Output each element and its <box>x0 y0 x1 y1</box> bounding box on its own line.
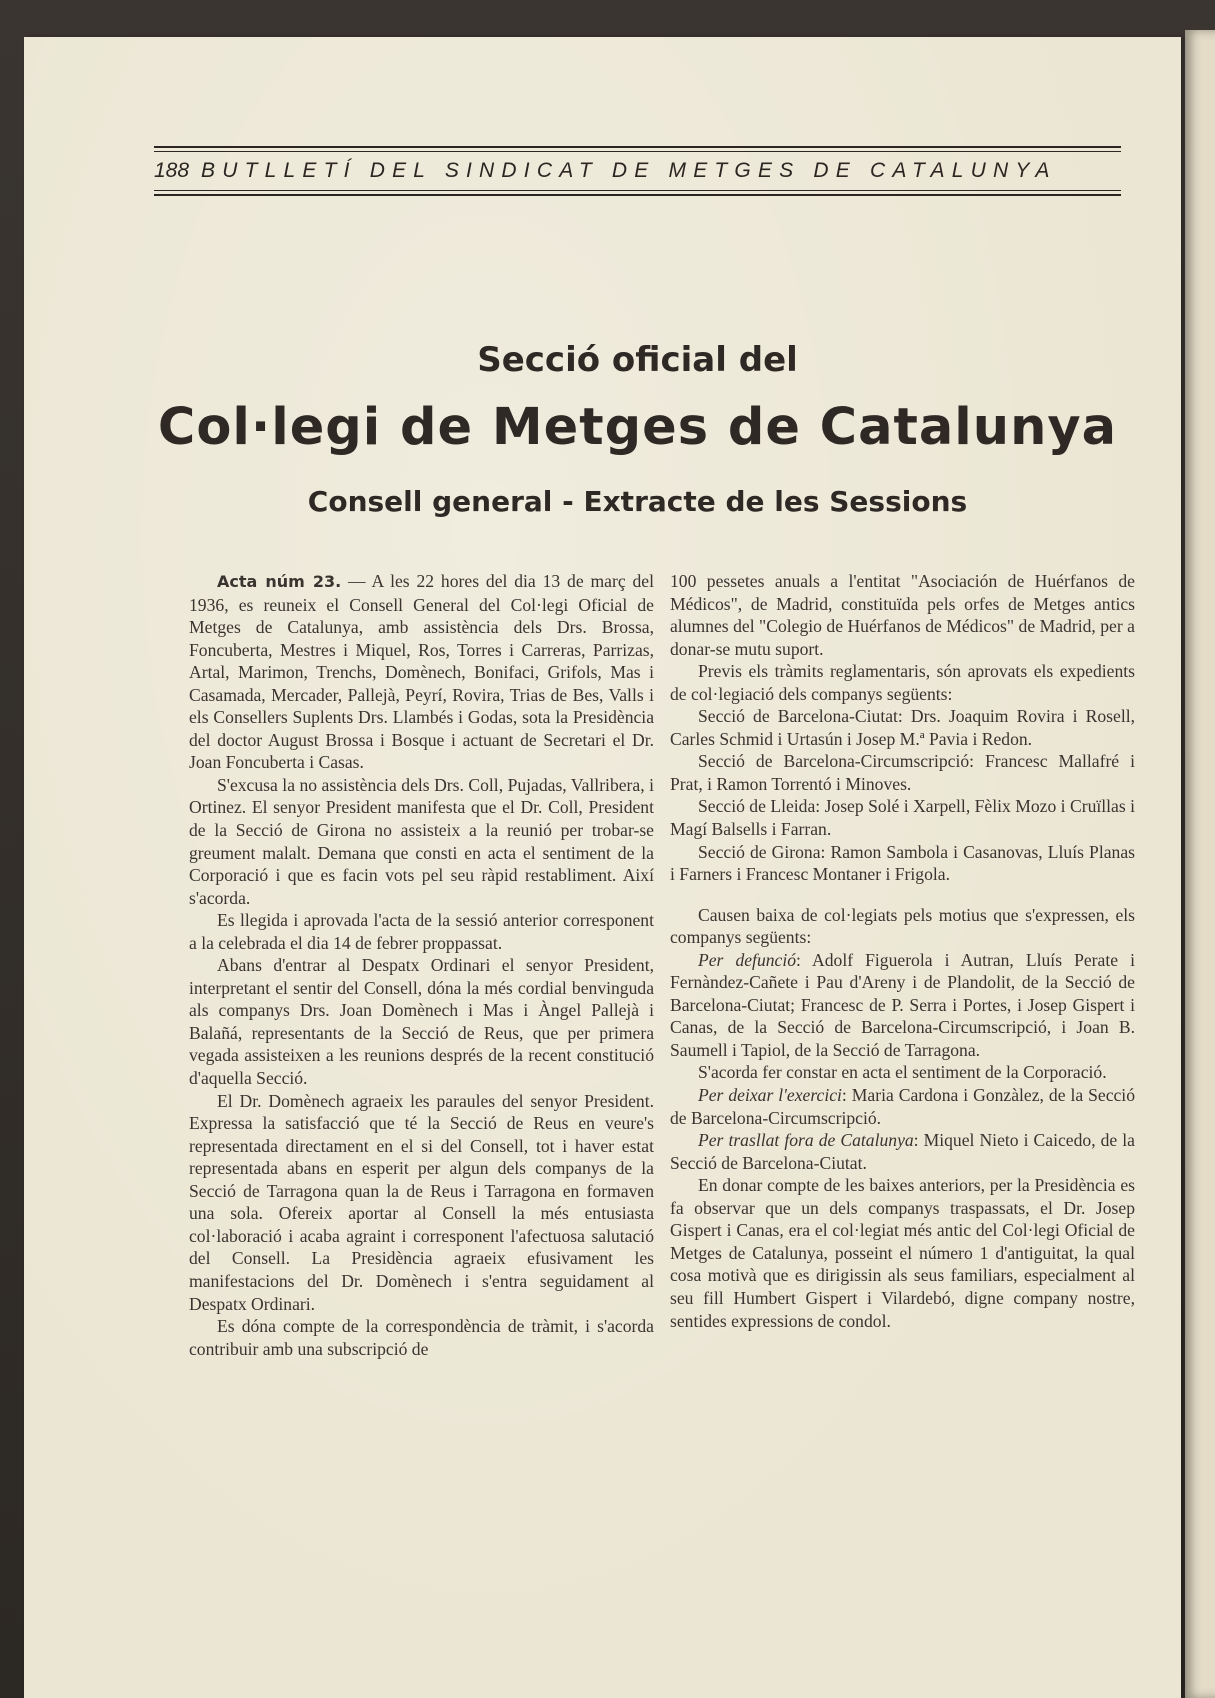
paragraph-text: : Maria Cardona i Gonzàlez, de la Secció de Barcelona-Circumscripció. <box>670 1085 1135 1128</box>
paragraph: Es dóna compte de la correspondència de tràmit, i s'acorda contribuir amb una subscripció de <box>189 1316 654 1359</box>
running-header <box>154 156 1121 186</box>
section-subtitle: Consell general - Extracte de les Sessions <box>307 485 968 518</box>
paragraph-text: — A les 22 hores del dia 13 de març del 1936, es reuneix el Consell General del Col·legi Oficial de Metges de Catalunya, amb assistència dels Drs. Brossa, Foncuberta, Mestres i Miquel, Ros, Torres i Carreras, Parrizas, Artal, Marimon, Trenchs, Domènech, Bonifaci, Grifols, Mas i Casamada, Mercader, Pallejà, Peyrí, Rovira, Trias de Bes, Valls i els Consellers Suplents Drs. Llambés i Godas, sota la Presidència del doctor August Brossa i Bosque i actuant de Secretari el Dr. Joan Foncuberta i Casas. <box>189 571 654 773</box>
paragraph: Es llegida i aprovada l'acta de la sessió anterior corresponent a la celebrada el dia 14 de febrer proppassat. <box>189 910 654 953</box>
header-rule-top-thin <box>154 151 1121 152</box>
paragraph: S'acorda fer constar en acta el sentiment de la Corporació. <box>698 1062 1107 1083</box>
italic-label: Per defunció <box>698 949 797 970</box>
paragraph: En donar compte de les baixes anteriors, per la Presidència es fa observar que un dels companys traspassats, el Dr. Josep Gispert i Canas, era el col·legiat més antic del Col·legi Oficial de Metges de Catalunya, posseint el número 1 d'antiguitat, la qual cosa motivà que es dirigissin als seus familiars, especialment al seu fill Humbert Gispert i Vilardebó, digne company nostre, sentides expressions de condol. <box>670 1175 1135 1331</box>
paragraph-text: : Adolf Figuerola i Autran, Lluís Perate i Fernàndez-Cañete i Pau d'Areny i de Plandolit, de la Secció de Barcelona-Ciutat; Francesc de P. Serra i Portes, i Josep Gispert i Canas, de la Secció de Barcelona-Circumscripció, i Joan B. Saumell i Tapiol, de la Secció de Tarragona. <box>670 949 1135 1060</box>
left-column <box>189 570 654 1360</box>
paragraph: Abans d'entrar al Despatx Ordinari el senyor President, interpretant el sentir del Consell, dóna la més cordial benvinguda als companys Drs. Joan Domènech i Mas i Àngel Pallejà i Balañá, representants de la Secció de Reus, que per primera vegada assisteixen a les reunions després de la recent constitució d'aquella Secció. <box>189 955 654 1089</box>
facing-page-edge <box>1185 30 1215 1698</box>
paragraph: S'excusa la no assistència dels Drs. Coll, Pujadas, Vallribera, i Ortinez. El senyor President manifesta que el Dr. Coll, President de la Secció de Girona no assisteix a la reunió per trobar-se greument malalt. Demana que consti en acta el sentiment de la Corporació i que es facin vots pel seu ràpid restabliment. Així s'acorda. <box>189 774 654 908</box>
journal-title: BUTLLETÍ DEL SINDICAT DE METGES DE CATALUNYA <box>201 159 1057 182</box>
paragraph: Secció de Lleida: Josep Solé i Xarpell, Fèlix Mozo i Cruïllas i Magí Balsells i Farran. <box>670 796 1135 840</box>
header-rule-bottom <box>154 194 1121 196</box>
acta-label: Acta núm 23. <box>217 572 342 591</box>
paragraph <box>670 949 1135 1062</box>
page-number: 188 <box>154 159 190 182</box>
paragraph: Previs els tràmits reglamentaris, són aprovats els expedients de col·legiació dels companys següents: <box>670 661 1135 704</box>
paragraph: 100 pessetes anuals a l'entitat "Asociación de Huérfanos de Médicos", de Madrid, constituïda pels orfes de Metges antics alumnes del "Colegio de Huérfanos de Médicos" de Madrid, per a donar-se mutu suport. <box>670 571 1135 659</box>
paragraph: Secció de Girona: Ramon Sambola i Casanovas, Lluís Planas i Farners i Francesc Montaner i Frigola. <box>670 841 1135 885</box>
paragraph: Causen baixa de col·legiats pels motius que s'expressen, els companys següents: <box>670 904 1135 948</box>
header-rule-bottom-thin <box>154 190 1121 191</box>
paragraph: Secció de Barcelona-Circumscripció: Francesc Mallafré i Prat, i Ramon Torrentó i Minoves. <box>670 751 1135 794</box>
header-rule-top <box>154 146 1121 148</box>
right-column <box>670 570 1135 1332</box>
paragraph <box>189 570 654 774</box>
paragraph: Secció de Barcelona-Ciutat: Drs. Joaquim Rovira i Rosell, Carles Schmid i Urtasún i Josep M.ª Pavia i Redon. <box>670 706 1135 749</box>
paragraph: El Dr. Domènech agraeix les paraules del senyor President. Expressa la satisfacció que té la Secció de Reus en veure's representada directament en el si del Consell, tot i haver estat representada abans en esperit per algun dels companys de la Secció de Tarragona quan la de Reus i Tarragona en formaven una sola. Ofereix aportar al Consell la més entusiasta col·laboració i acaba agraint i corresponent l'afectuosa salutació del Consell. La Presidència agraeix efusivament les manifestacions del Dr. Domènech i s'entra seguidament al Despatx Ordinari. <box>189 1090 654 1314</box>
section-pretitle: Secció oficial del <box>477 340 798 380</box>
paragraph-text: : Miquel Nieto i Caicedo, de la Secció de Barcelona-Ciutat. <box>670 1130 1135 1173</box>
italic-label: Per trasllat fora de Catalunya <box>698 1130 914 1151</box>
paragraph <box>670 1084 1135 1129</box>
italic-label: Per deixar l'exercici <box>698 1085 842 1106</box>
paragraph <box>670 1129 1135 1174</box>
section-title: Col·legi de Metges de Catalunya <box>157 398 1118 457</box>
